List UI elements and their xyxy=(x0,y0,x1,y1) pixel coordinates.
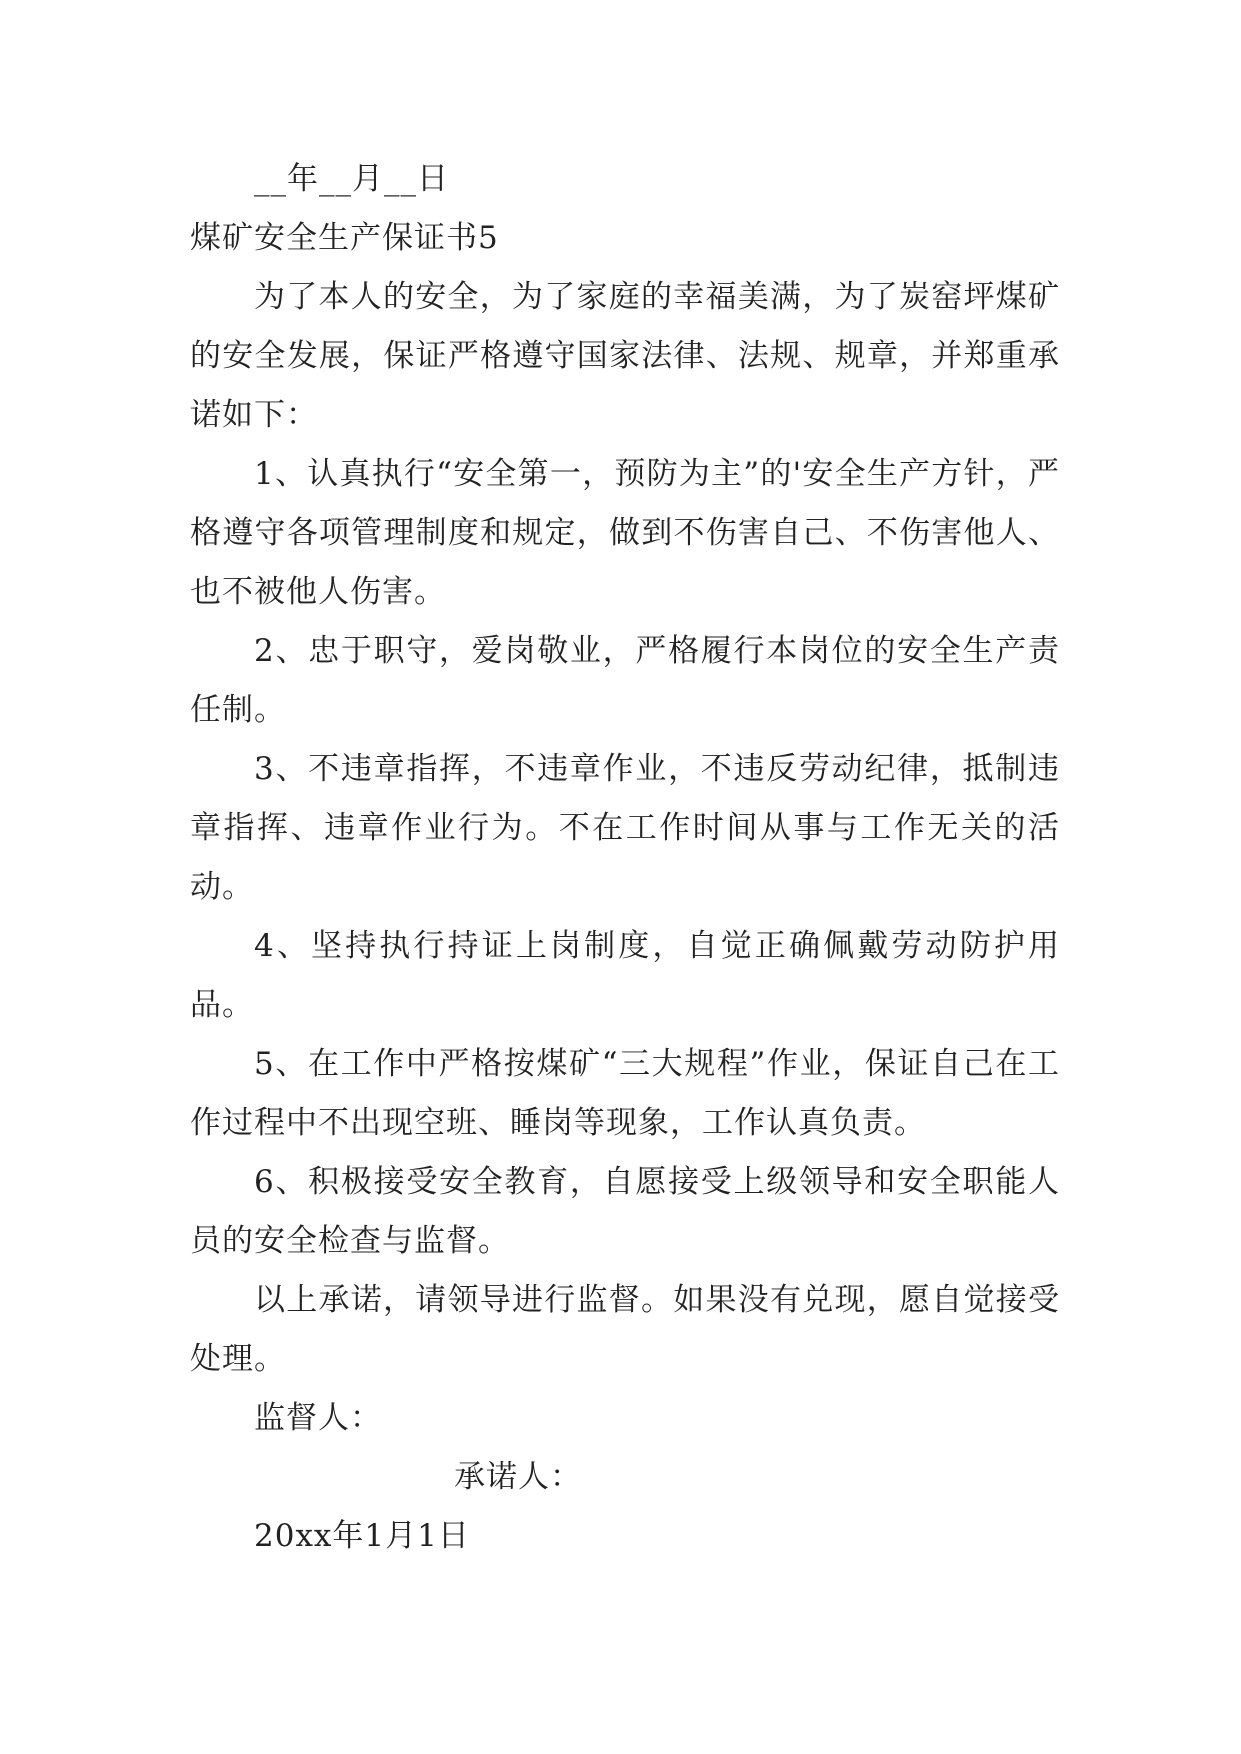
promiser-label: 承诺人： xyxy=(454,1459,582,1495)
date-blank-line: __年__月__日 xyxy=(254,161,449,197)
pledge-item-4: 4、坚持执行持证上岗制度，自觉正确佩戴劳动防护用品。 xyxy=(190,928,1060,1023)
pledge-item-2: 2、忠于职守，爱岗敬业，严格履行本岗位的安全生产责任制。 xyxy=(190,633,1060,728)
document-body xyxy=(190,150,1060,1566)
supervisor-label: 监督人： xyxy=(254,1400,382,1436)
pledge-item-5: 5、在工作中严格按煤矿“三大规程”作业，保证自己在工作过程中不出现空班、睡岗等现象，工作认真负责。 xyxy=(190,1046,1060,1141)
pledge-item-3: 3、不违章指挥，不违章作业，不违反劳动纪律，抵制违章指挥、违章作业行为。不在工作时间从事与工作无关的活动。 xyxy=(190,751,1060,905)
pledge-item-1: 1、认真执行“安全第一，预防为主”的'安全生产方针，严格遵守各项管理制度和规定，做到不伤害自己、不伤害他人、也不被他人伤害。 xyxy=(190,456,1060,610)
pledge-item-6: 6、积极接受安全教育，自愿接受上级领导和安全职能人员的安全检查与监督。 xyxy=(190,1164,1060,1259)
document-title: 煤矿安全生产保证书5 xyxy=(190,220,499,256)
closing-paragraph: 以上承诺，请领导进行监督。如果没有兑现，愿自觉接受处理。 xyxy=(190,1282,1060,1377)
intro-paragraph: 为了本人的安全，为了家庭的幸福美满，为了炭窑坪煤矿的安全发展，保证严格遵守国家法律、法规、规章，并郑重承诺如下： xyxy=(190,279,1060,433)
signing-date: 20xx年1月1日 xyxy=(254,1518,470,1554)
